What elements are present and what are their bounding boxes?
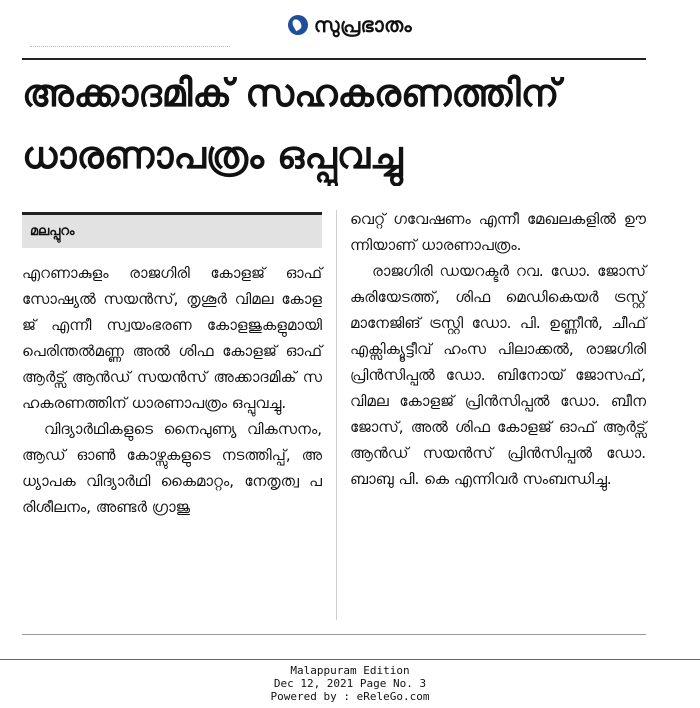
footer-divider bbox=[0, 659, 700, 660]
dateline-bar bbox=[22, 212, 322, 248]
dateline: മലപ്പുറം bbox=[30, 224, 75, 239]
newspaper-logo-icon bbox=[288, 15, 308, 35]
column-divider bbox=[336, 210, 337, 620]
article-column-left bbox=[22, 212, 322, 520]
headline-line-1: അക്കാദമിക് സഹകരണത്തിന് bbox=[22, 71, 560, 115]
page-footer bbox=[0, 664, 700, 703]
article-bottom-rule bbox=[22, 634, 646, 635]
edition-label: Malappuram Edition bbox=[290, 664, 410, 677]
headline-line-2: ധാരണാപത്രം ഒപ്പുവച്ചു bbox=[22, 133, 403, 177]
faint-divider bbox=[30, 40, 230, 47]
paragraph: വിദ്യാര്‍ഥികളുടെ നൈപുണ്യ വികസനം, ആഡ് ഓണ്‍ കോഴ്സുകളുടെ നടത്തിപ്പ്, അധ്യാപക വിദ്യാര്‍ഥി കൈമാറ്റം, നേതൃത്വ പരിശീലനം, അണ്ടര്‍ ഗ്രാജു bbox=[22, 420, 322, 516]
powered-by-label: Powered by : eReleGo.com bbox=[270, 690, 430, 703]
date-page-label: Dec 12, 2021 Page No. 3 bbox=[273, 677, 427, 690]
masthead bbox=[0, 10, 700, 40]
article-body-right bbox=[350, 206, 646, 492]
article-headline bbox=[22, 62, 646, 186]
paragraph: രാജഗിരി ഡയറക്ടര്‍ റവ. ഡോ. ജോസ് കുരിയേടത്ത്, ശിഫ മെഡികെയര്‍ ട്രസ്റ്റ് മാനേജിങ് ട്രസ്റ്റി ഡോ. പി. ഉണ്ണീന്‍, ചീഫ് എക്സിക്യൂട്ടീവ് ഹംസ പിലാക്കല്‍, രാജഗിരി പ്രിന്‍സിപ്പല്‍ ഡോ. ബിനോയ് ജോസഫ്, വിമല കോളജ് പ്രിന്‍സിപ്പല്‍ ഡോ. ബീന ജോസ്, അല്‍ ശിഫ കോളജ് ഓഫ് ആര്‍ട്സ് ആന്‍ഡ് സയന്‍സ് പ്രിന്‍സിപ്പല്‍ ഡോ. ബാബു പി. കെ എന്നിവര്‍ സംബന്ധിച്ചു. bbox=[350, 262, 646, 488]
paragraph: എറണാകുളം രാജഗിരി കോളജ് ഓഫ് സോഷ്യല്‍ സയന്‍സ്, തൃശൂര്‍ വിമല കോളജ് എന്നീ സ്വയംഭരണ കോളജുകളുമായി പെരിന്തല്‍മണ്ണ അല്‍ ശിഫ കോളജ് ഓഫ് ആര്‍ട്സ് ആന്‍ഡ് സയന്‍സ് അക്കാദമിക് സഹകരണത്തിന് ധാരണാപത്രം ഒപ്പുവച്ചു. bbox=[22, 264, 322, 412]
paragraph: വെറ്റ് ഗവേഷണം എന്നീ മേഖലകളില്‍ ഊന്നിയാണ് ധാരണാപത്രം. bbox=[350, 210, 646, 254]
article-column-right bbox=[350, 206, 646, 492]
header-divider bbox=[22, 58, 646, 60]
article-body-left bbox=[22, 260, 322, 520]
newspaper-title: സുപ്രഭാതം bbox=[313, 13, 413, 37]
